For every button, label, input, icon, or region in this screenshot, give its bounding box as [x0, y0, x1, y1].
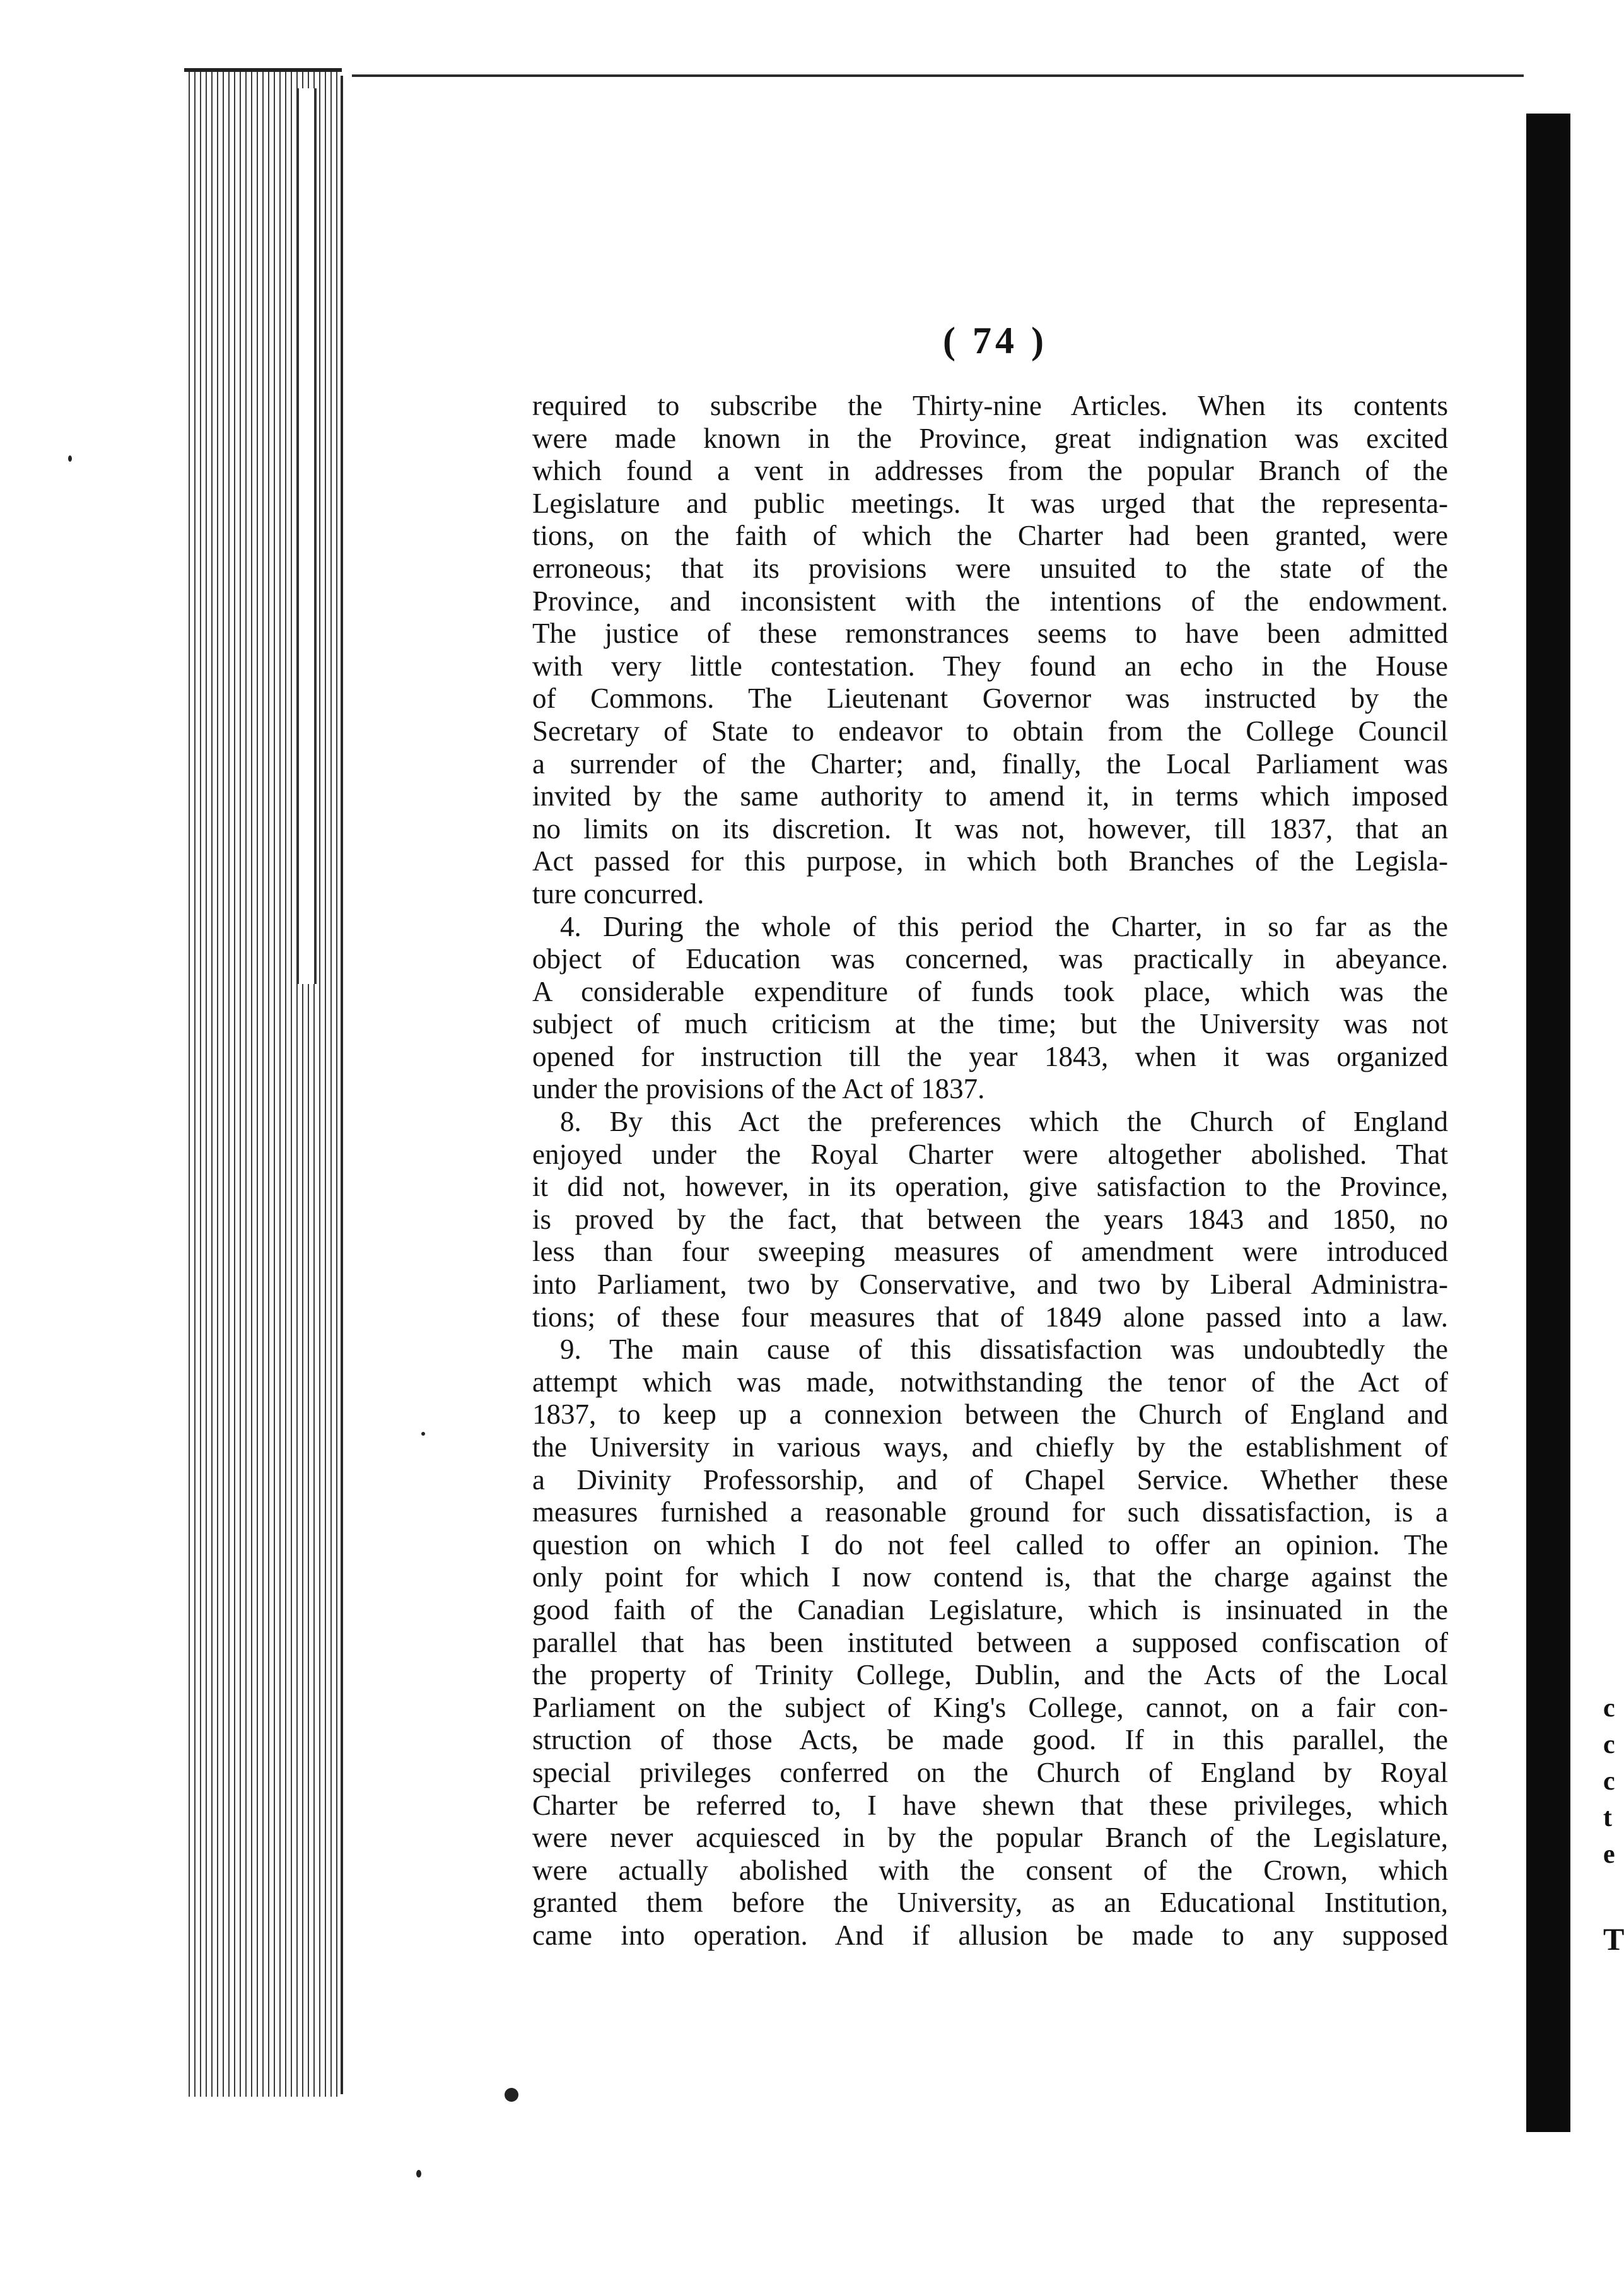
edge-letter: c: [1603, 1766, 1615, 1796]
text-line: struction of those Acts, be made good. If in this parallel, the: [532, 1724, 1448, 1756]
text-line: with very little contestation. They found an echo in the House: [532, 650, 1448, 682]
text-line: a surrender of the Charter; and, finally, the Local Parliament was: [532, 747, 1448, 780]
text-line: measures furnished a reasonable ground for such dissatisfaction, is a: [532, 1496, 1448, 1528]
page-number: ( 74 ): [943, 320, 1048, 361]
text-line: Charter be referred to, I have shewn that these privileges, which: [532, 1789, 1448, 1821]
text-line: no limits on its discretion. It was not, however, till 1837, that an: [532, 812, 1448, 845]
text-line: were never acquiesced in by the popular Branch of the Legislature,: [532, 1822, 1448, 1854]
edge-letter: e: [1603, 1839, 1615, 1869]
text-line: ture concurred.: [532, 877, 704, 910]
text-line: parallel that has been instituted between a supposed confiscation of: [532, 1626, 1448, 1658]
text-line: enjoyed under the Royal Charter were altogether abolished. That: [532, 1138, 1448, 1170]
text-line: under the provisions of the Act of 1837.: [532, 1073, 985, 1105]
text-line: 8. By this Act the preferences which the Church of England: [560, 1106, 1448, 1138]
text-line: Parliament on the subject of King's College, cannot, on a fair con-: [532, 1691, 1448, 1723]
text-line: less than four sweeping measures of amendment were introduced: [532, 1236, 1448, 1268]
text-line: into Parliament, two by Conservative, and two by Liberal Administra-: [532, 1269, 1448, 1301]
page-stack-tab: [296, 88, 317, 984]
text-line: question on which I do not feel called to offer an opinion. The: [532, 1528, 1448, 1561]
text-line: tions; of these four measures that of 1849 alone passed into a law.: [532, 1301, 1448, 1333]
text-line: Act passed for this purpose, in which both Branches of the Legisla-: [532, 845, 1448, 877]
text-line: opened for instruction till the year 1843, when it was organized: [532, 1040, 1448, 1072]
edge-letter: t: [1603, 1803, 1612, 1832]
text-line: Province, and inconsistent with the intentions of the endowment.: [532, 585, 1448, 617]
text-line: a Divinity Professorship, and of Chapel Service. Whether these: [532, 1463, 1448, 1496]
text-line: required to subscribe the Thirty-nine Articles. When its contents: [532, 390, 1448, 421]
text-line: object of Education was concerned, was practically in abeyance.: [532, 943, 1448, 975]
text-line: A considerable expenditure of funds took place, which was the: [532, 975, 1448, 1007]
edge-letter: c: [1603, 1694, 1615, 1723]
text-line: which found a vent in addresses from the popular Branch of the: [532, 455, 1448, 487]
scan-speck: [505, 2088, 518, 2102]
edge-letter: c: [1603, 1730, 1615, 1759]
text-line: 9. The main cause of this dissatisfaction was undoubtedly the: [560, 1333, 1448, 1366]
text-line: tions, on the faith of which the Charter had been granted, were: [532, 520, 1448, 552]
text-line: were made known in the Province, great indignation was excited: [532, 422, 1448, 454]
text-line: of Commons. The Lieutenant Governor was instructed by the: [532, 683, 1448, 715]
text-line: came into operation. And if allusion be made to any supposed: [532, 1919, 1448, 1951]
body-text: [532, 390, 1448, 1952]
text-line: it did not, however, in its operation, give satisfaction to the Province,: [532, 1171, 1448, 1203]
text-line: Legislature and public meetings. It was urged that the representa-: [532, 487, 1448, 519]
text-line: attempt which was made, notwithstanding the tenor of the Act of: [532, 1366, 1448, 1398]
next-page-edge-letters: [1603, 1690, 1622, 1961]
text-line: is proved by the fact, that between the years 1843 and 1850, no: [532, 1203, 1448, 1235]
scan-speck: [421, 1432, 425, 1436]
scan-speck: [68, 455, 72, 462]
text-line: were actually abolished with the consent of the Crown, which: [532, 1854, 1448, 1886]
right-page-shadow: [1526, 114, 1570, 2132]
text-line: Secretary of State to endeavor to obtain from the College Council: [532, 715, 1448, 747]
text-line: erroneous; that its provisions were unsuited to the state of the: [532, 552, 1448, 584]
text-line: 1837, to keep up a connexion between the Church of England and: [532, 1398, 1448, 1431]
scan-speck: [416, 2170, 421, 2177]
text-line: granted them before the University, as an Educational Institution,: [532, 1887, 1448, 1919]
text-line: the University in various ways, and chiefly by the establishment of: [532, 1431, 1448, 1463]
text-line: special privileges conferred on the Church of England by Royal: [532, 1756, 1448, 1788]
text-line: good faith of the Canadian Legislature, which is insinuated in the: [532, 1593, 1448, 1626]
book-page-edges: [184, 68, 342, 2097]
text-line: invited by the same authority to amend it, in terms which imposed: [532, 780, 1448, 812]
edge-letter: T: [1603, 1921, 1624, 1957]
text-line: the property of Trinity College, Dublin, and the Acts of the Local: [532, 1659, 1448, 1691]
text-line: subject of much criticism at the time; but the University was not: [532, 1008, 1448, 1040]
text-line: only point for which I now contend is, that the charge against the: [532, 1561, 1448, 1593]
text-line: The justice of these remonstrances seems to have been admitted: [532, 618, 1448, 650]
text-line: 4. During the whole of this period the Charter, in so far as the: [560, 910, 1448, 942]
